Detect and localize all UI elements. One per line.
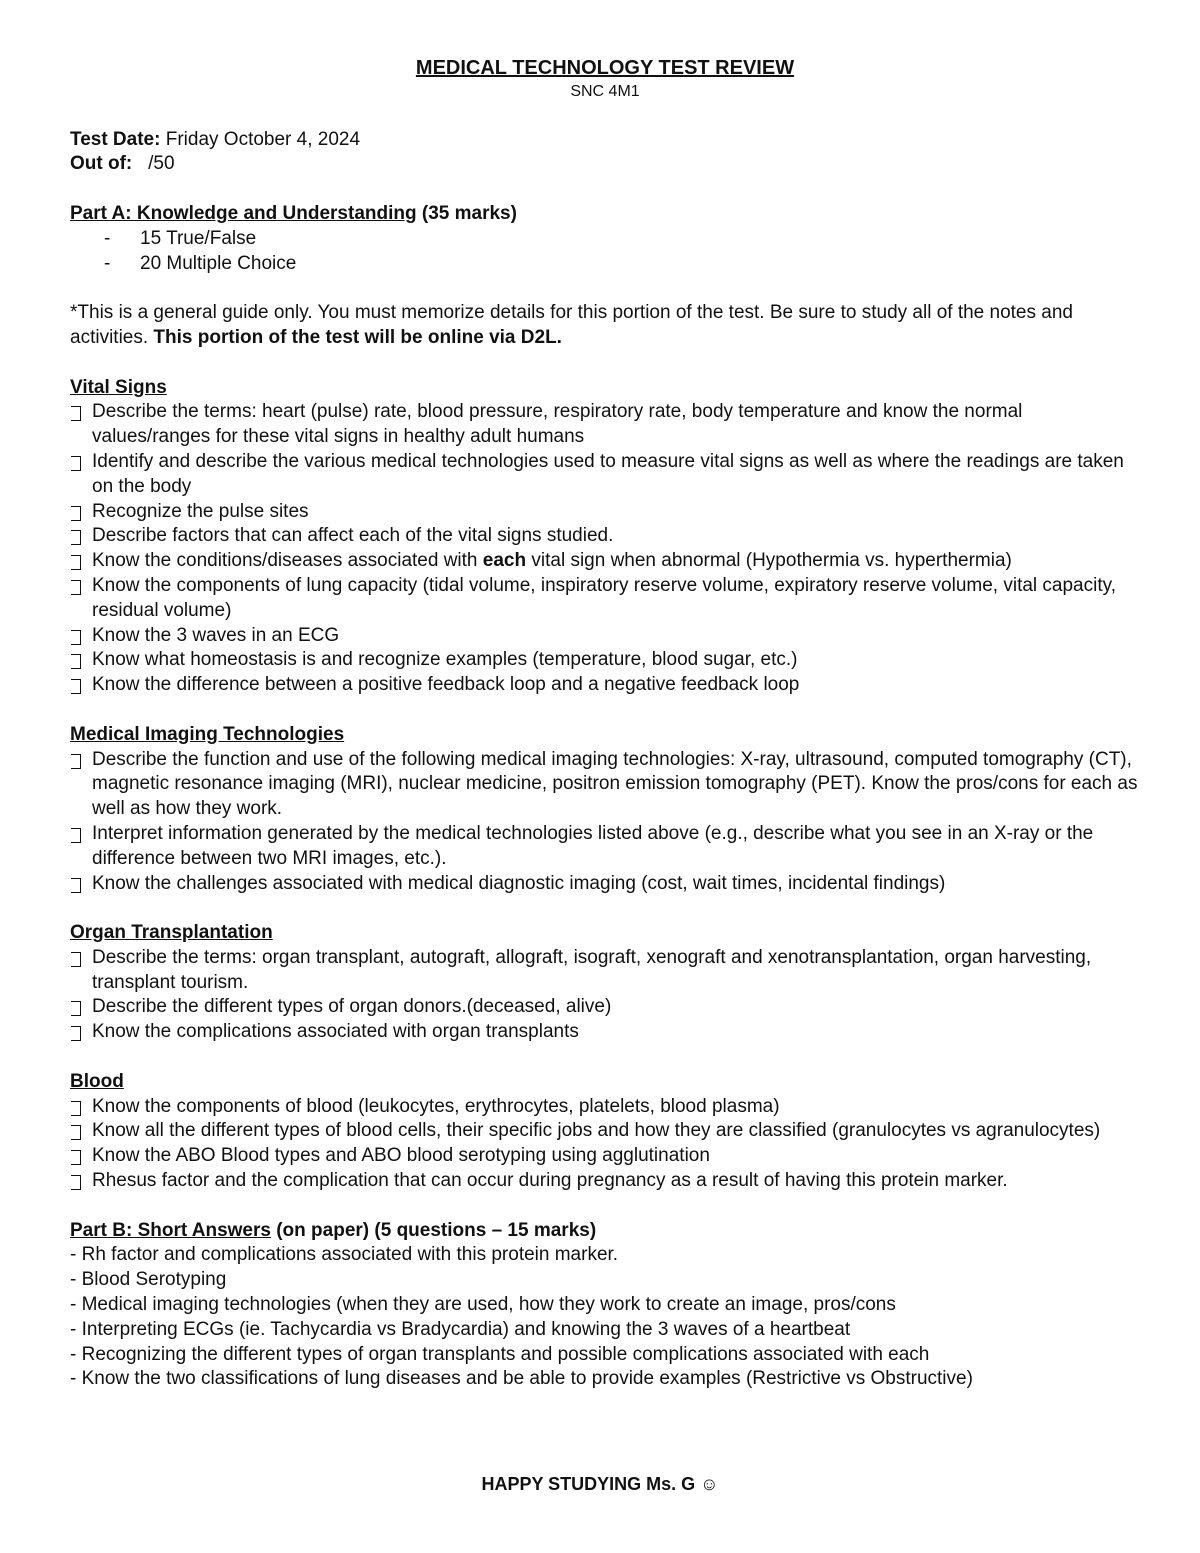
checkbox-icon [71, 530, 81, 545]
checkbox-icon [71, 555, 81, 570]
list-item: Interpret information generated by the medical technologies listed above (e.g., describe what you see in an X-ray or the difference between two MRI images, etc.). [70, 822, 1140, 872]
list-item: Know the ABO Blood types and ABO blood serotyping using agglutination [70, 1144, 1140, 1169]
list-item: - Medical imaging technologies (when they are used, how they work to create an image, pros/cons [70, 1294, 896, 1316]
checkbox-icon [71, 1001, 81, 1016]
part-a-note: *This is a general guide only. You must memorize details for this portion of the test. Be sure to study all of the notes and activities. This portion of the test will be online via D2L. [70, 302, 1073, 348]
list-item: - 20 Multiple Choice [104, 252, 297, 274]
list-item: - Blood Serotyping [70, 1269, 227, 1291]
out-of: Out of: /50 [70, 153, 175, 175]
checkbox-icon [71, 878, 81, 893]
imaging-list [70, 748, 1140, 897]
list-item: - Interpreting ECGs (ie. Tachycardia vs Bradycardia) and knowing the 3 waves of a heartbeat [70, 1318, 851, 1340]
part-b-list [70, 1243, 1140, 1392]
list-item: Know the challenges associated with medical diagnostic imaging (cost, wait times, incidental findings) [70, 872, 1140, 897]
checkbox-icon [71, 406, 81, 421]
part-a-list [70, 227, 1140, 277]
list-item: Describe the terms: organ transplant, autograft, allograft, isograft, xenograft and xenotransplantation, organ harvesting, transplant tourism. [70, 946, 1140, 996]
checkbox-icon [71, 1125, 81, 1140]
checkbox-icon [71, 1150, 81, 1165]
checkbox-icon [71, 1175, 81, 1190]
checkbox-icon [71, 679, 81, 694]
checkbox-icon [71, 456, 81, 471]
imaging-heading: Medical Imaging Technologies [70, 723, 345, 745]
list-item: Know what homeostasis is and recognize examples (temperature, blood sugar, etc.) [70, 648, 1140, 673]
list-item: Describe the different types of organ donors.(deceased, alive) [70, 995, 1140, 1020]
list-item: Identify and describe the various medical technologies used to measure vital signs as well as where the readings are taken on the body [70, 450, 1140, 500]
list-item: Know the components of lung capacity (tidal volume, inspiratory reserve volume, expiratory reserve volume, vital capacity, residual volume) [70, 574, 1140, 624]
checkbox-icon [71, 630, 81, 645]
list-item: Describe the terms: heart (pulse) rate, blood pressure, respiratory rate, body temperature and know the normal values/ranges for these vital signs in healthy adult humans [70, 400, 1140, 450]
list-item: Describe the function and use of the following medical imaging technologies: X-ray, ultrasound, computed tomography (CT), magnetic resonance imaging (MRI), nuclear medicine, positron emission tomography (PET). Know the pros/cons for each as well as how they work. [70, 748, 1140, 822]
list-item: Describe factors that can affect each of the vital signs studied. [70, 524, 1140, 549]
list-item: Know the complications associated with organ transplants [70, 1020, 1140, 1045]
list-item: Know the conditions/diseases associated with each vital sign when abnormal (Hypothermia vs. hyperthermia) [70, 549, 1140, 574]
checkbox-icon [71, 754, 81, 769]
list-item: Rhesus factor and the complication that can occur during pregnancy as a result of having this protein marker. [70, 1169, 1140, 1194]
list-item: - Recognizing the different types of organ transplants and possible complications associated with each [70, 1343, 930, 1365]
list-item: Know the difference between a positive feedback loop and a negative feedback loop [70, 673, 1140, 698]
list-item: Recognize the pulse sites [70, 500, 1140, 525]
test-date: Test Date: Friday October 4, 2024 [70, 128, 361, 150]
checkbox-icon [71, 952, 81, 967]
checkbox-icon [71, 828, 81, 843]
vital-signs-heading: Vital Signs [70, 376, 167, 398]
blood-heading: Blood [70, 1070, 124, 1092]
checkbox-icon [71, 1026, 81, 1041]
part-a-heading: Part A: Knowledge and Understanding (35 marks) [70, 202, 517, 224]
checkbox-icon [71, 654, 81, 669]
list-item: - Know the two classifications of lung diseases and be able to provide examples (Restrictive vs Obstructive) [70, 1368, 973, 1390]
list-item: - 15 True/False [104, 227, 257, 249]
list-item: Know the 3 waves in an ECG [70, 624, 1140, 649]
transplant-list [70, 946, 1140, 1045]
list-item: Know all the different types of blood cells, their specific jobs and how they are classified (granulocytes vs agranulocytes) [70, 1119, 1140, 1144]
list-item: - Rh factor and complications associated with this protein marker. [70, 1244, 619, 1266]
vital-signs-list [70, 400, 1140, 698]
transplant-heading: Organ Transplantation [70, 922, 273, 944]
blood-list [70, 1095, 1140, 1194]
part-b-heading: Part B: Short Answers (on paper) (5 questions – 15 marks) [70, 1219, 597, 1241]
course-code: SNC 4M1 [570, 82, 640, 100]
checkbox-icon [71, 506, 81, 521]
list-item: Know the components of blood (leukocytes, erythrocytes, platelets, blood plasma) [70, 1095, 1140, 1120]
checkbox-icon [71, 1101, 81, 1116]
document-title: MEDICAL TECHNOLOGY TEST REVIEW [415, 57, 795, 79]
checkbox-icon [71, 580, 81, 595]
footer-message: HAPPY STUDYING Ms. G ☺ [481, 1474, 719, 1494]
